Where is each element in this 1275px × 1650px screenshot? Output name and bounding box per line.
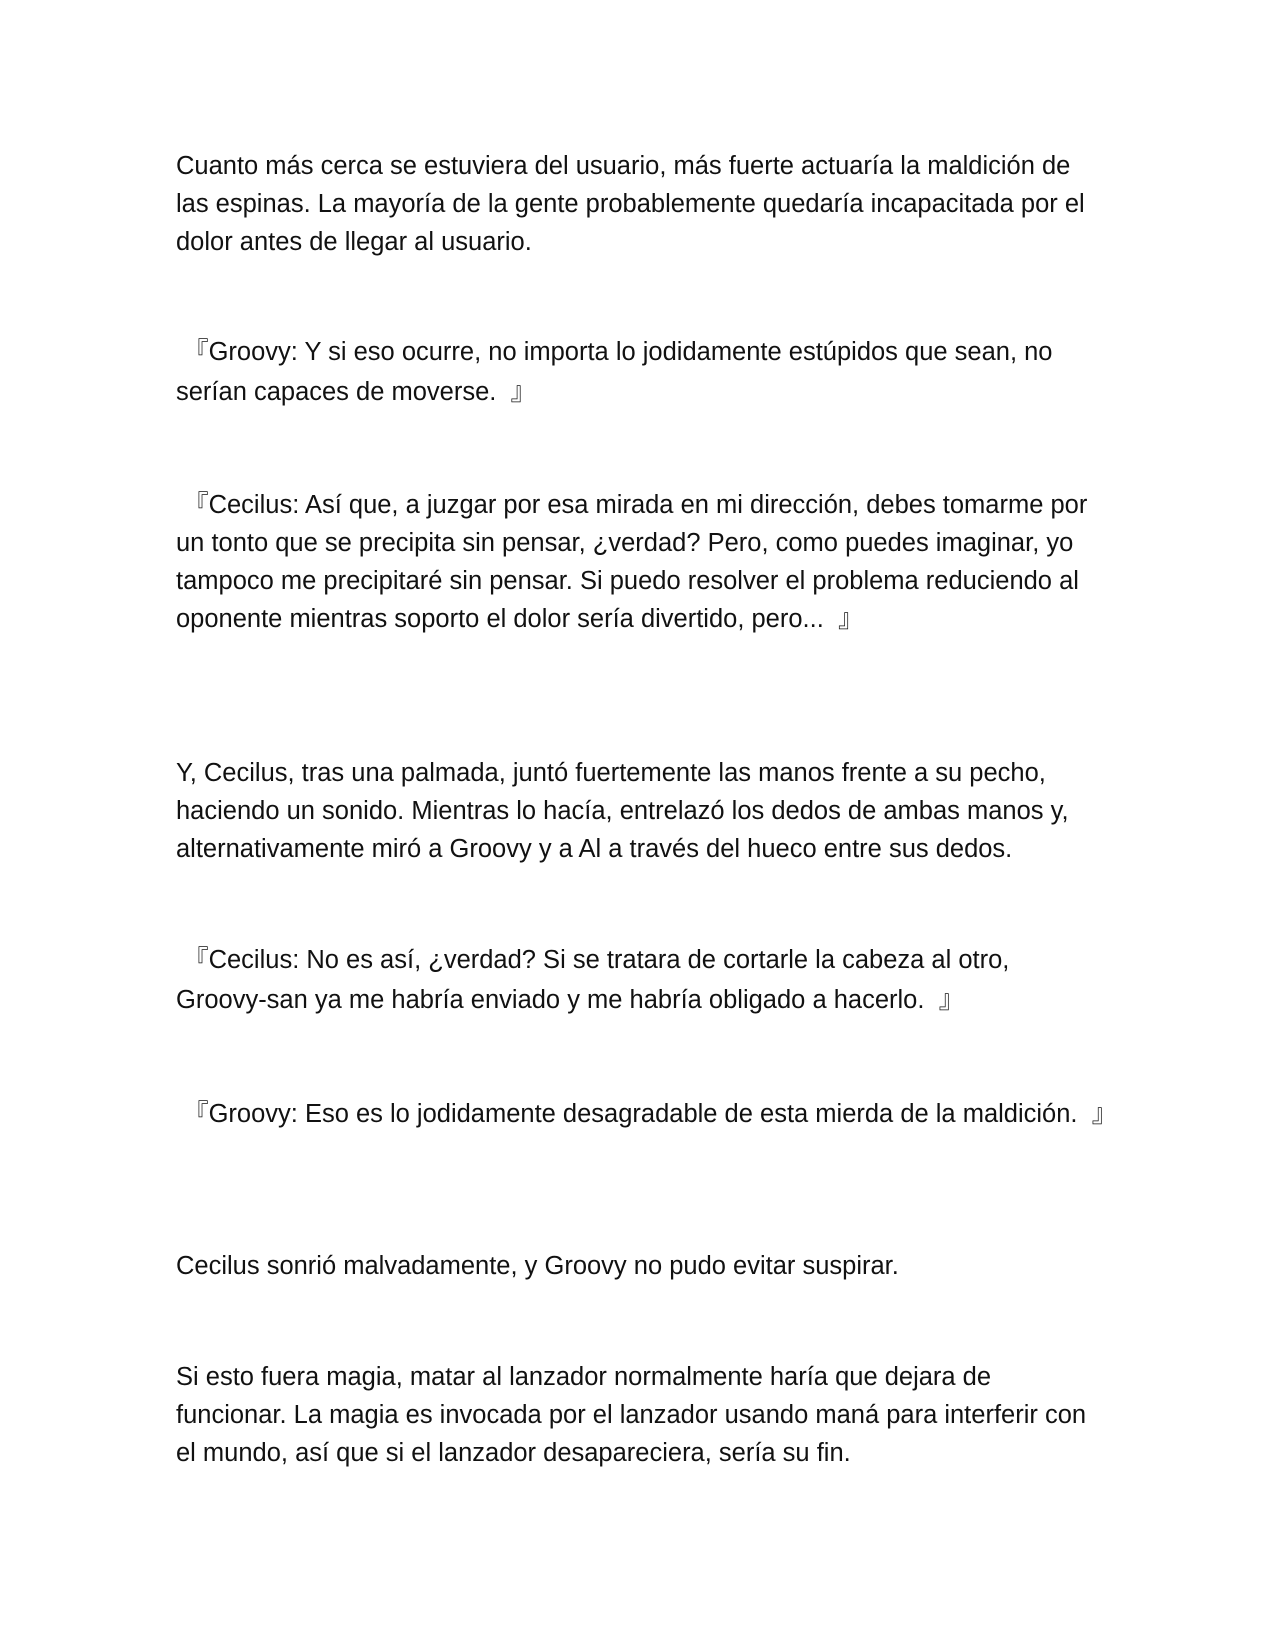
dialogue-groovy: 『Groovy: Eso es lo jodidamente desagradable de esta mierda de la maldición. 』 bbox=[176, 1100, 1118, 1128]
dialogue-groovy: 『Groovy: Y si eso ocurre, no importa lo jodidamente estúpidos que sean, no serían capaces de moverse. 』 bbox=[176, 338, 1053, 406]
narration-paragraph: Cuanto más cerca se estuviera del usuario, más fuerte actuaría la maldición de las espinas. La mayoría de la gente probablemente quedaría incapacitada por el dolor antes de llegar al usuario. bbox=[176, 152, 1085, 256]
dialogue-cecilus: 『Cecilus: No es así, ¿verdad? Si se tratara de cortarle la cabeza al otro, Groovy-san ya me habría enviado y me habría obligado a hacerlo. 』 bbox=[176, 946, 1010, 1014]
narration-paragraph: Si esto fuera magia, matar al lanzador normalmente haría que dejara de funcionar. La magia es invocada por el lanzador usando maná para interferir con el mundo, así que si el lanzador desapareciera, sería su fin. bbox=[176, 1363, 1087, 1467]
narration-paragraph: Y, Cecilus, tras una palmada, juntó fuertemente las manos frente a su pecho, haciendo un sonido. Mientras lo hacía, entrelazó los dedos de ambas manos y, alternativamente miró a Groovy y a Al a través del hueco entre sus dedos. bbox=[176, 759, 1069, 863]
dialogue-cecilus: 『Cecilus: Así que, a juzgar por esa mirada en mi dirección, debes tomarme por un tonto que se precipita sin pensar, ¿verdad? Pero, como puedes imaginar, yo tampoco me precipitaré sin pensar. Si puedo resolver el problema reduciendo al oponente mientras soporto el dolor sería divertido, pero... 』 bbox=[176, 491, 1088, 633]
narration-paragraph: Cecilus sonrió malvadamente, y Groovy no pudo evitar suspirar. bbox=[176, 1252, 899, 1280]
